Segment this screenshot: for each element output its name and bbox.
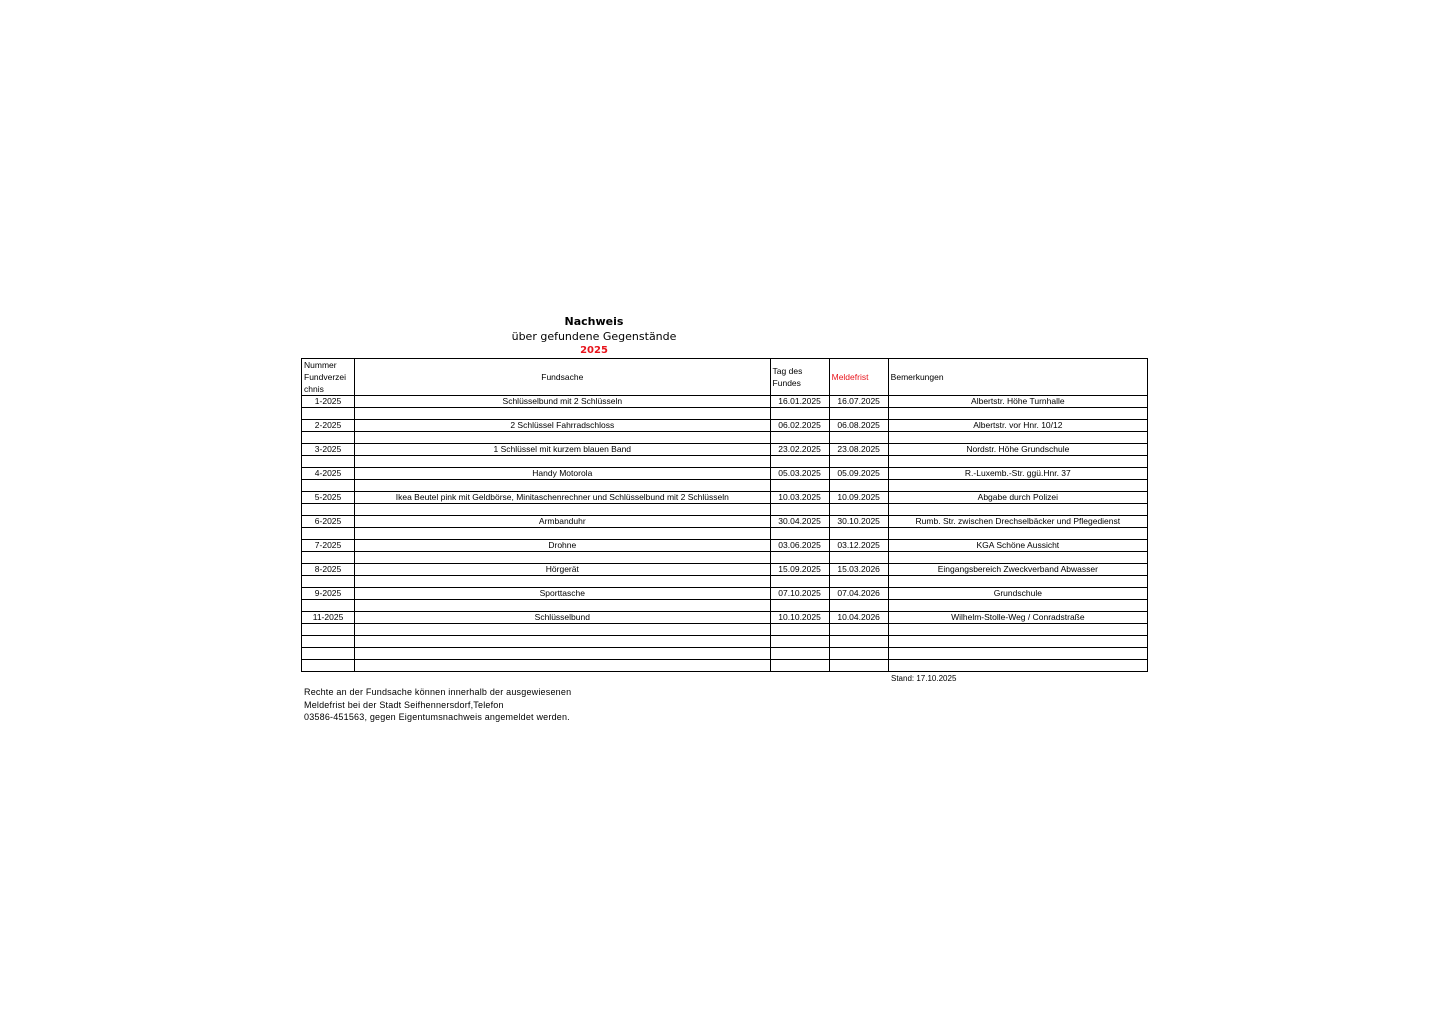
cell-bemerkungen: Albertstr. vor Hnr. 10/12 — [888, 420, 1147, 432]
cell-meldefrist: 16.07.2025 — [829, 396, 888, 408]
cell-bemerkungen — [888, 648, 1147, 660]
cell-bemerkungen: Nordstr. Höhe Grundschule — [888, 444, 1147, 456]
cell-nummer — [302, 552, 355, 564]
cell-tag — [770, 624, 829, 636]
cell-fundsache: Drohne — [355, 540, 770, 552]
cell-fundsache: Sporttasche — [355, 588, 770, 600]
fund-table — [301, 358, 1148, 672]
cell-bemerkungen — [888, 480, 1147, 492]
cell-fundsache — [355, 648, 770, 660]
table-row — [302, 648, 1148, 660]
header-meldefrist: Meldefrist — [829, 359, 888, 396]
cell-nummer — [302, 624, 355, 636]
cell-meldefrist: 03.12.2025 — [829, 540, 888, 552]
cell-nummer: 8-2025 — [302, 564, 355, 576]
cell-meldefrist: 30.10.2025 — [829, 516, 888, 528]
cell-fundsache — [355, 600, 770, 612]
cell-nummer: 7-2025 — [302, 540, 355, 552]
table-row — [302, 528, 1148, 540]
cell-fundsache: Armbanduhr — [355, 516, 770, 528]
stand-date: Stand: 17.10.2025 — [891, 674, 957, 683]
table-row — [302, 576, 1148, 588]
cell-bemerkungen — [888, 408, 1147, 420]
cell-nummer: 1-2025 — [302, 396, 355, 408]
header-nummer-line: Nummer — [304, 360, 337, 370]
cell-bemerkungen: Rumb. Str. zwischen Drechselbäcker und Pflegedienst — [888, 516, 1147, 528]
header-nummer-line: chnis — [304, 384, 324, 394]
cell-fundsache: Schlüsselbund mit 2 Schlüsseln — [355, 396, 770, 408]
table-row — [302, 396, 1148, 408]
cell-bemerkungen: Abgabe durch Polizei — [888, 492, 1147, 504]
cell-fundsache — [355, 660, 770, 672]
cell-nummer — [302, 648, 355, 660]
table-row — [302, 480, 1148, 492]
cell-fundsache: 2 Schlüssel Fahrradschloss — [355, 420, 770, 432]
cell-fundsache — [355, 528, 770, 540]
table-row — [302, 612, 1148, 624]
cell-bemerkungen — [888, 528, 1147, 540]
cell-nummer — [302, 432, 355, 444]
cell-bemerkungen — [888, 636, 1147, 648]
cell-meldefrist: 07.04.2026 — [829, 588, 888, 600]
table-row — [302, 636, 1148, 648]
cell-meldefrist: 15.03.2026 — [829, 564, 888, 576]
cell-tag — [770, 504, 829, 516]
document-title: Nachweis — [564, 315, 624, 328]
footer-line: Rechte an der Fundsache können innerhalb der ausgewiesenen — [304, 687, 572, 697]
cell-tag: 16.01.2025 — [770, 396, 829, 408]
header-tag — [770, 359, 829, 396]
footer-note — [304, 686, 571, 724]
table-body — [302, 396, 1148, 672]
cell-nummer: 3-2025 — [302, 444, 355, 456]
cell-fundsache — [355, 432, 770, 444]
cell-meldefrist — [829, 456, 888, 468]
cell-tag: 06.02.2025 — [770, 420, 829, 432]
cell-bemerkungen — [888, 504, 1147, 516]
table-row — [302, 624, 1148, 636]
cell-meldefrist — [829, 576, 888, 588]
cell-tag: 03.06.2025 — [770, 540, 829, 552]
cell-bemerkungen: Albertstr. Höhe Turnhalle — [888, 396, 1147, 408]
cell-fundsache — [355, 624, 770, 636]
cell-tag: 23.02.2025 — [770, 444, 829, 456]
cell-fundsache — [355, 480, 770, 492]
table-row — [302, 468, 1148, 480]
table-row — [302, 420, 1148, 432]
table-row — [302, 540, 1148, 552]
table-row — [302, 564, 1148, 576]
cell-tag — [770, 456, 829, 468]
cell-bemerkungen: Wilhelm-Stolle-Weg / Conradstraße — [888, 612, 1147, 624]
cell-meldefrist: 10.09.2025 — [829, 492, 888, 504]
table-row — [302, 408, 1148, 420]
cell-tag: 10.03.2025 — [770, 492, 829, 504]
cell-meldefrist: 10.04.2026 — [829, 612, 888, 624]
cell-nummer — [302, 504, 355, 516]
header-bemerkungen: Bemerkungen — [888, 359, 1147, 396]
cell-bemerkungen — [888, 600, 1147, 612]
cell-meldefrist — [829, 600, 888, 612]
cell-meldefrist — [829, 636, 888, 648]
table-row — [302, 456, 1148, 468]
cell-nummer — [302, 408, 355, 420]
cell-nummer — [302, 576, 355, 588]
cell-fundsache — [355, 408, 770, 420]
cell-fundsache: Hörgerät — [355, 564, 770, 576]
cell-tag: 15.09.2025 — [770, 564, 829, 576]
header-tag-line: Fundes — [772, 378, 801, 388]
table-row — [302, 660, 1148, 672]
cell-nummer: 4-2025 — [302, 468, 355, 480]
cell-tag — [770, 552, 829, 564]
table-row — [302, 492, 1148, 504]
table-row — [302, 600, 1148, 612]
cell-nummer — [302, 528, 355, 540]
cell-bemerkungen — [888, 456, 1147, 468]
cell-tag: 07.10.2025 — [770, 588, 829, 600]
cell-tag — [770, 660, 829, 672]
cell-tag — [770, 432, 829, 444]
document-title-block — [494, 315, 694, 358]
cell-fundsache — [355, 636, 770, 648]
header-nummer-line: Fundverzei — [304, 372, 347, 382]
cell-nummer: 6-2025 — [302, 516, 355, 528]
cell-tag — [770, 408, 829, 420]
cell-bemerkungen: KGA Schöne Aussicht — [888, 540, 1147, 552]
cell-meldefrist — [829, 552, 888, 564]
cell-bemerkungen — [888, 552, 1147, 564]
footer-line: Meldefrist bei der Stadt Seifhennersdorf,Telefon — [304, 699, 504, 710]
cell-bemerkungen: R.-Luxemb.-Str. ggü.Hnr. 37 — [888, 468, 1147, 480]
cell-fundsache: 1 Schlüssel mit kurzem blauen Band — [355, 444, 770, 456]
cell-tag — [770, 528, 829, 540]
document-subtitle: über gefundene Gegenstände — [511, 330, 677, 343]
cell-nummer: 2-2025 — [302, 420, 355, 432]
cell-bemerkungen — [888, 624, 1147, 636]
cell-meldefrist — [829, 504, 888, 516]
cell-meldefrist: 23.08.2025 — [829, 444, 888, 456]
cell-nummer — [302, 480, 355, 492]
cell-tag — [770, 480, 829, 492]
cell-meldefrist: 06.08.2025 — [829, 420, 888, 432]
cell-meldefrist — [829, 648, 888, 660]
cell-fundsache — [355, 552, 770, 564]
cell-bemerkungen — [888, 660, 1147, 672]
table-row — [302, 444, 1148, 456]
cell-bemerkungen: Grundschule — [888, 588, 1147, 600]
cell-tag — [770, 636, 829, 648]
cell-fundsache: Handy Motorola — [355, 468, 770, 480]
table-row — [302, 516, 1148, 528]
cell-nummer: 5-2025 — [302, 492, 355, 504]
cell-tag: 05.03.2025 — [770, 468, 829, 480]
cell-meldefrist — [829, 528, 888, 540]
cell-bemerkungen: Eingangsbereich Zweckverband Abwasser — [888, 564, 1147, 576]
cell-bemerkungen — [888, 432, 1147, 444]
footer-line: 03586-451563, gegen Eigentumsnachweis angemeldet werden. — [304, 712, 570, 722]
cell-tag: 10.10.2025 — [770, 612, 829, 624]
cell-fundsache: Schlüsselbund — [355, 612, 770, 624]
cell-bemerkungen — [888, 576, 1147, 588]
cell-nummer: 9-2025 — [302, 588, 355, 600]
cell-tag — [770, 600, 829, 612]
cell-tag — [770, 648, 829, 660]
table-header-row — [302, 359, 1148, 396]
cell-nummer — [302, 636, 355, 648]
header-tag-line: Tag des — [772, 366, 803, 376]
cell-fundsache — [355, 456, 770, 468]
cell-nummer: 11-2025 — [302, 612, 355, 624]
cell-meldefrist — [829, 660, 888, 672]
document-year: 2025 — [580, 345, 608, 356]
table-row — [302, 504, 1148, 516]
cell-meldefrist — [829, 624, 888, 636]
cell-fundsache — [355, 576, 770, 588]
cell-tag: 30.04.2025 — [770, 516, 829, 528]
header-nummer — [302, 359, 355, 396]
cell-meldefrist — [829, 480, 888, 492]
cell-fundsache: Ikea Beutel pink mit Geldbörse, Minitaschenrechner und Schlüsselbund mit 2 Schlüsseln — [355, 492, 770, 504]
table-row — [302, 588, 1148, 600]
cell-nummer — [302, 660, 355, 672]
table-row — [302, 552, 1148, 564]
cell-meldefrist — [829, 432, 888, 444]
cell-meldefrist: 05.09.2025 — [829, 468, 888, 480]
cell-nummer — [302, 600, 355, 612]
cell-fundsache — [355, 504, 770, 516]
cell-nummer — [302, 456, 355, 468]
header-fundsache: Fundsache — [355, 359, 770, 396]
cell-tag — [770, 576, 829, 588]
table-row — [302, 432, 1148, 444]
cell-meldefrist — [829, 408, 888, 420]
